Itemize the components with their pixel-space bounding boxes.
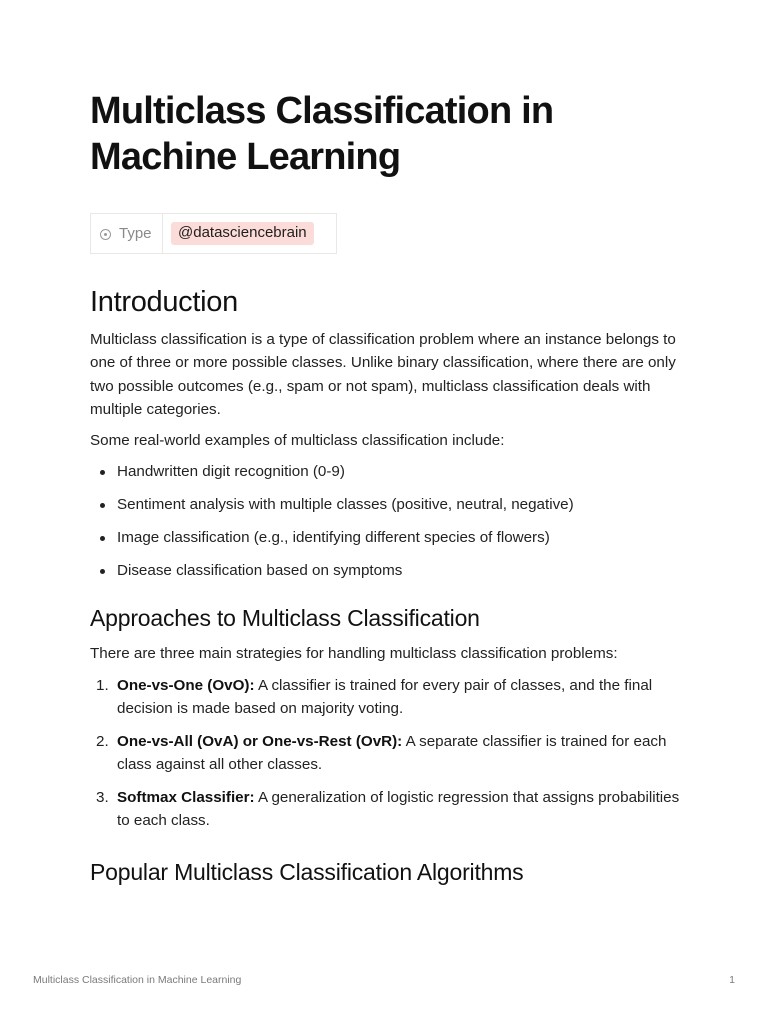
property-row [90,213,337,254]
approaches-paragraph: There are three main strategies for handling multiclass classification problems: [90,645,618,663]
approach-term: Softmax Classifier: [117,788,255,806]
approaches-list [90,674,680,833]
approach-term: One-vs-One (OvO): [117,676,255,694]
page-number: 1 [729,974,735,986]
bullet-icon [100,503,105,508]
introduction-heading: Introduction [90,286,238,318]
algorithms-heading: Popular Multiclass Classification Algorithms [90,858,524,885]
footer-title: Multiclass Classification in Machine Learning [33,974,242,986]
page-footer [33,974,735,986]
intro-paragraph: Multiclass classification is a type of classification problem where an instance belongs to one of three or more possible classes. Unlike binary classification, where there are only two possible outcomes (e.g., spam or not spam), multiclass classification deals with multiple categories. [90,331,676,418]
list-item: 2. One-vs-All (OvA) or One-vs-Rest (OvR): A separate classifier is trained for each class against all other classes. [96,732,667,774]
document-page [90,88,680,887]
list-item: 1. One-vs-One (OvO): A classifier is trained for every pair of classes, and the final decision is made based on majority voting. [96,676,653,718]
approach-term: One-vs-All (OvA) or One-vs-Rest (OvR): [117,732,403,750]
bullet-icon [100,569,105,574]
examples-list [90,460,680,582]
list-item: Disease classification based on symptoms [90,559,680,582]
list-item: Image classification (e.g., identifying different species of flowers) [90,526,680,549]
bullet-icon [100,470,105,475]
list-item: 3. Softmax Classifier: A generalization of logistic regression that assigns probabilities to each class. [96,788,680,830]
property-value [163,214,314,253]
property-key-label: Type [119,225,152,242]
examples-intro-paragraph: Some real-world examples of multiclass classification include: [90,432,505,450]
approaches-heading: Approaches to Multiclass Classification [90,605,480,632]
type-tag[interactable]: @datasciencebrain [171,222,314,245]
page-title: Multiclass Classification in Machine Learning [90,90,554,178]
bullet-icon [100,536,105,541]
list-item: Handwritten digit recognition (0-9) [90,460,680,483]
list-item: Sentiment analysis with multiple classes (positive, neutral, negative) [90,493,680,516]
property-key [91,214,163,253]
target-icon [100,229,111,240]
